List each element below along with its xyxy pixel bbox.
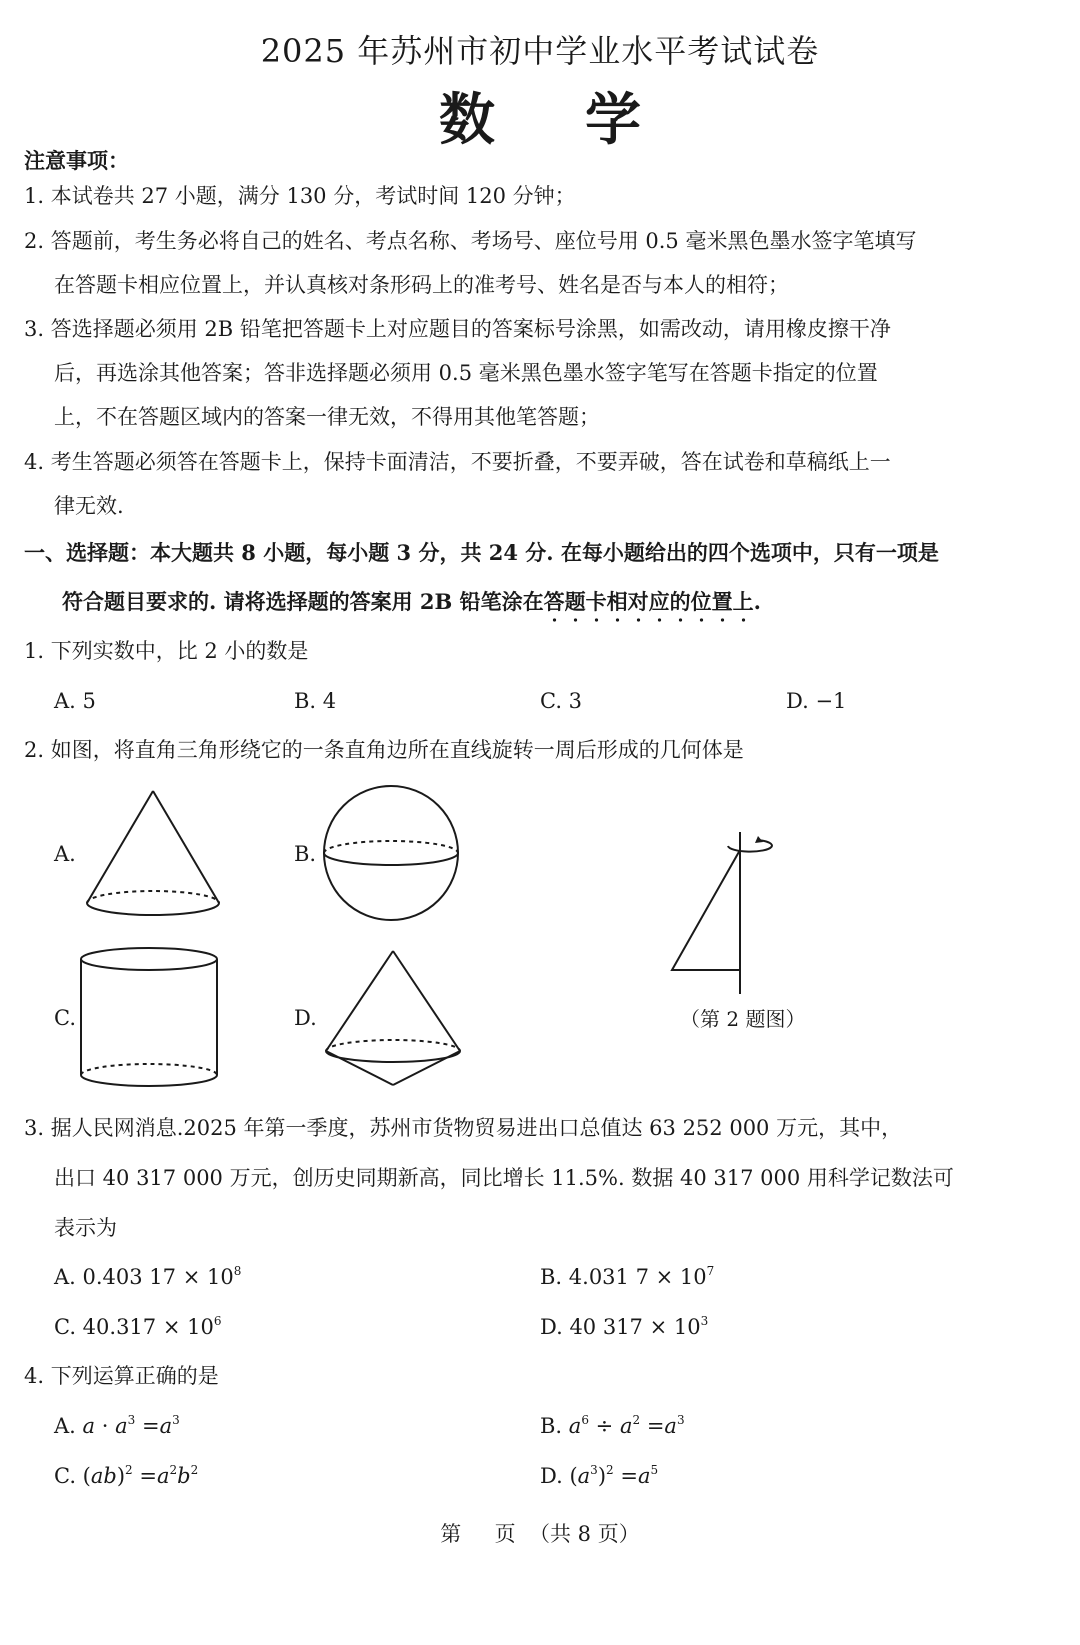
- q4-option-d: D. $(a^3)^2 =a^5$: [540, 1463, 659, 1488]
- notice-line-1: 1. 本试卷共 27 小题，满分 130 分，考试时间 120 分钟；: [24, 184, 576, 208]
- q4-b-equals: =: [646, 1414, 665, 1438]
- q3-option-d: [540, 1312, 708, 1342]
- q2-label-c: C.: [54, 1006, 76, 1030]
- section-1-instruction: [62, 586, 761, 616]
- notice-line-6: 上，不在答题区域内的答案一律无效，不得用其他笔答题；: [54, 405, 600, 429]
- q4-c-var: ab: [90, 1464, 117, 1488]
- notice-line-3: 在答题卡相应位置上，并认真核对条形码上的准考号、姓名是否与本人的相符；: [54, 273, 789, 297]
- notice-line-7: 4. 考生答题必须答在答题卡上，保持卡面清洁，不要折叠，不要弄破，答在试卷和草稿纸上一: [24, 450, 891, 474]
- section-1-instruction-suffix: .: [753, 589, 761, 614]
- notice-line-8: 律无效.: [54, 494, 124, 518]
- sphere-figure: [318, 783, 468, 923]
- q2-label-a: A.: [54, 842, 76, 866]
- q4-a-dot: ·: [101, 1414, 109, 1438]
- q4-a-var: a: [115, 1414, 128, 1438]
- page-footer: 第 页 （共 8 页）: [440, 1522, 640, 1546]
- q3-option-d-base: D. 40 317 × 10: [540, 1315, 701, 1339]
- q4-option-d-label: D.: [540, 1464, 563, 1488]
- exam-title: 2025 年苏州市初中学业水平考试试卷: [260, 32, 820, 70]
- q4-b-var: a: [664, 1414, 677, 1438]
- section-1-heading: 一、选择题：本大题共 8 小题，每小题 3 分，共 24 分. 在每小题给出的四个选项中，只有一项是: [24, 540, 939, 565]
- q4-b-divide: ÷: [595, 1414, 614, 1438]
- section-1-instruction-prefix: 符合题目要求的. 请将选择题的答案用 2B 铅笔涂在: [62, 589, 544, 614]
- q4-a-var: a: [159, 1414, 173, 1438]
- notice-heading: 注意事项：: [24, 148, 129, 173]
- q4-b-exp: 6: [581, 1413, 589, 1427]
- q4-b-var: a: [568, 1414, 582, 1438]
- subject-title: 数学: [439, 87, 731, 153]
- q2-label-b: B.: [294, 842, 317, 866]
- cone-figure: [80, 785, 230, 925]
- q1-option-a: A. 5: [54, 689, 96, 713]
- q4-c-var: b: [177, 1464, 191, 1488]
- q4-d-exp: 5: [650, 1463, 659, 1477]
- q3-option-c-exponent: 6: [213, 1314, 222, 1328]
- q3-option-b-base: B. 4.031 7 × 10: [540, 1265, 707, 1289]
- q3-option-b: [540, 1262, 714, 1292]
- q3-option-c: [54, 1312, 221, 1342]
- q3-option-c-base: C. 40.317 × 10: [54, 1315, 214, 1339]
- q4-option-c-label: C.: [54, 1464, 76, 1488]
- q3-option-d-exponent: 3: [700, 1314, 709, 1328]
- double-cone-figure: [320, 945, 470, 1095]
- q4-option-c: C. $(ab)^2 =a^2b^2$: [54, 1463, 199, 1488]
- q2-stem: 2. 如图，将直角三角形绕它的一条直角边所在直线旋转一周后形成的几何体是: [24, 738, 744, 762]
- q4-option-b: [540, 1411, 685, 1441]
- q4-b-exp: 2: [632, 1413, 641, 1427]
- q3-option-a: [54, 1262, 241, 1292]
- q4-b-var: a: [619, 1414, 633, 1438]
- q4-option-a: [54, 1411, 180, 1441]
- q4-c-var: a: [156, 1464, 170, 1488]
- q4-a-var: a: [82, 1414, 96, 1438]
- q4-option-a-label: A.: [54, 1414, 76, 1438]
- q4-option-b-label: B.: [540, 1414, 563, 1438]
- q1-option-c: C. 3: [540, 689, 583, 713]
- q4-a-exp: 3: [172, 1413, 180, 1427]
- q3-option-a-exponent: 8: [233, 1264, 242, 1278]
- cylinder-figure: [74, 945, 224, 1095]
- q4-d-exp: 2: [606, 1463, 614, 1477]
- q2-figure-caption: （第 2 题图）: [680, 1007, 806, 1031]
- q4-a-equals: =: [141, 1414, 160, 1438]
- q4-d-exp: 3: [590, 1463, 598, 1477]
- notice-line-5: 后，再选涂其他答案；答非选择题必须用 0.5 毫米黑色墨水签字笔写在答题卡指定的位置: [54, 361, 878, 385]
- q1-option-b: B. 4: [294, 689, 337, 713]
- q4-c-equals: =: [139, 1464, 157, 1488]
- q3-stem-line-3: 表示为: [54, 1216, 117, 1240]
- q2-label-d: D.: [294, 1006, 317, 1030]
- q3-option-b-exponent: 7: [706, 1264, 715, 1278]
- q1-stem: 1. 下列实数中，比 2 小的数是: [24, 639, 309, 663]
- q3-option-a-base: A. 0.403 17 × 10: [54, 1265, 234, 1289]
- notice-line-2: 2. 答题前，考生务必将自己的姓名、考点名称、考场号、座位号用 0.5 毫米黑色墨水签字笔填写: [24, 229, 917, 253]
- q4-stem: 4. 下列运算正确的是: [24, 1364, 219, 1388]
- q3-stem-line-2: 出口 40 317 000 万元，创历史同期新高，同比增长 11.5%. 数据 40 317 000 用科学记数法可: [54, 1166, 954, 1190]
- q4-b-exp: 3: [676, 1413, 685, 1427]
- q4-a-exp: 3: [127, 1413, 136, 1427]
- q4-d-equals: =: [620, 1464, 638, 1488]
- q1-option-d: D. −1: [786, 689, 847, 713]
- q4-d-var: a: [637, 1464, 651, 1488]
- q4-d-var: a: [577, 1464, 591, 1488]
- q4-c-exp: 2: [125, 1463, 133, 1477]
- notice-line-4: 3. 答选择题必须用 2B 铅笔把答题卡上对应题目的答案标号涂黑，如需改动，请用橡皮擦干净: [24, 317, 891, 341]
- q3-stem-line-1: 3. 据人民网消息.2025 年第一季度，苏州市货物贸易进出口总值达 63 252 000 万元，其中，: [24, 1116, 903, 1140]
- emphasized-answer-location: 答题卡相对应的位置上: [544, 589, 754, 624]
- q4-c-exp: 2: [190, 1463, 199, 1477]
- q4-c-exp: 2: [169, 1463, 178, 1477]
- rotation-triangle-figure: [660, 828, 780, 998]
